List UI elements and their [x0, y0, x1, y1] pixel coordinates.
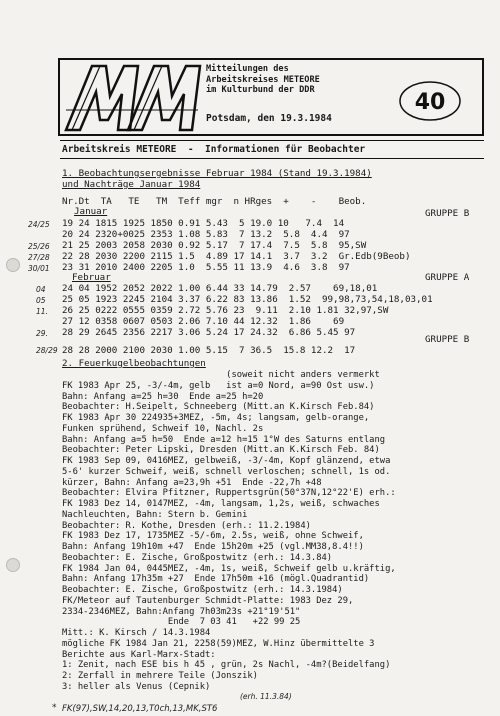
table-row: 20 24 2320+0025 2353 1.08 5.83 7 13.2 5.8 4.4 97	[62, 229, 350, 240]
table-row: 21 25 2003 2058 2030 0.92 5.17 7 17.4 7.5 5.8 95,SW	[62, 240, 367, 251]
table-row: 26 25 0222 0555 0359 2.72 5.76 23 9.11 2.10 1.81 32,97,SW	[62, 305, 389, 316]
svg-text:40: 40	[414, 90, 446, 115]
mm-logo	[62, 60, 202, 134]
table-january	[62, 218, 410, 273]
table-row: 28 29 2645 2356 2217 3.06 5.24 17 24.32 6.86 5.45 97	[62, 327, 356, 338]
section2-title: 2. Feuerkugelbeobachtungen	[62, 358, 206, 369]
label-gruppe-b-2: GRUPPE B	[425, 334, 470, 345]
section-bar: Arbeitskreis METEORE - Informationen für Beobachter	[62, 144, 366, 155]
table-row: 19 24 1815 1925 1850 0.91 5.43 5 19.0 10 7.4 14	[62, 218, 345, 229]
table-row: 23 31 2010 2400 2205 1.0 5.55 11 13.9 4.6 3.8 97	[62, 262, 350, 273]
label-gruppe-a: GRUPPE A	[425, 272, 470, 283]
label-februar: Februar	[72, 272, 111, 283]
column-header: Nr.Dt TA TE TM Teff mgr n HRges + - Beob.	[62, 196, 367, 207]
margin-notes-february: 04 05 11. 29.	[36, 285, 48, 338]
issue-number-badge	[398, 80, 462, 122]
received-date-note: (erh. 11.3.84)	[240, 692, 292, 701]
fireball-reports: (soweit nicht anders vermerkt FK 1983 Apr 25, -3/-4m, gelb ist a=0 Nord, a=90 Ost usw.) Bahn: Anfang a=25 h=30 Ende a=25 h=20 Beobachter: H.Seipelt, Schneeberg (Mitt.an K.Kirsch Feb.84) FK 1983 Apr 30 224935+3MEZ, -5m, 4s; langsam, gelb-orange, Funken sprühend, Schweif 10, Nachl. 2s Bahn: Anfang a=5 h=50 Ende a=12 h=15 1°W des Saturns entlang Beobachter: Peter Lipski, Dresden (Mitt.an K.Kirsch Feb. 84) FK 1983 Sep 09, 0416MEZ, gelbweiß, -3/-4m, Kopf glänzend, etwa 5-6' kurzer Schweif, weiß, schnell verloschen; schnell, 1s od. kürzer, Bahn: Anfang a=23,9h +51 Ende -22,7h +48 Beobachter: Elvira Pfitzner, Ruppertsgrün(50°37N,12°22'E) erh.: FK 1983 Dez 14, 0147MEZ, -4m, langsam, 1,2s, weiß, schwaches Nachleuchten, Bahn: Stern b. Gemini Beobachter: R. Kothe, Dresden (erh.: 11.2.1984) FK 1983 Dez 17, 1735MEZ -5/-6m, 2.5s, weiß, ohne Schweif, Bahn: Anfang 19h10m +47 Ende 15h20m +25 (vgl.MM38,8.4!!) Beobachter: E. Zische, Großpostwitz (erh.: 14.3.84) FK 1984 Jan 04, 0445MEZ, -4m, 1s, weiß, Schweif gelb u.kräftig, Bahn: Anfang 17h35m +27 Ende 17h50m +16 (mögl.Quadrantid) Beobachter: E. Zische, Großpostwitz (erh.: 14.3.1984) FK/Meteor auf Tautenburger Schmidt-Platte: 1983 Dez 29, 2334-2346MEZ, Bahn:Anfang 7h03m23s +21°19'51" Ende 7 03 41 +22 99 25 Mitt.: K. Kirsch / 14.3.1984 mögliche FK 1984 Jan 21, 2258(59)MEZ, W.Hinz übermittelte 3 Berichte aus Karl-Marx-Stadt: 1: Zenit, nach ESE bis h 45 , grün, 2s Nachl, -4m?(Beidelfang) 2: Zerfall in mehrere Teile (Jonszik) 3: heller als Venus (Cepnik)	[62, 370, 396, 692]
table-row: 27 12 0358 0607 0503 2.06 7.10 44 12.32 1.86 69	[62, 316, 345, 327]
rule	[60, 158, 484, 159]
table-row: 24 04 1952 2052 2022 1.00 6.44 33 14.79 2.57 69,18,01	[62, 283, 378, 294]
punch-hole	[6, 258, 20, 272]
header-title: Mitteilungen des Arbeitskreises METEORE im Kulturbund der DDR	[206, 64, 320, 96]
punch-hole	[6, 558, 20, 572]
table-row: 25 05 1923 2245 2104 3.37 6.22 83 13.86 1.52 99,98,73,54,18,03,01	[62, 294, 433, 305]
footer-handwritten-note: FK(97),SW,14,20,13,T0ch,13,MK,ST6	[62, 704, 218, 714]
label-januar: Januar	[74, 206, 108, 217]
margin-notes-january: 24/25 25/26 27/28 30/01	[28, 220, 50, 273]
label-gruppe-b: GRUPPE B	[425, 208, 470, 219]
table-row-b: 28 28 2000 2100 2030 1.00 5.15 7 36.5 15.8 12.2 17	[62, 345, 356, 356]
section1-title: 1. Beobachtungsergebnisse Februar 1984 (Stand 19.3.1984) und Nachträge Januar 1984	[62, 168, 372, 190]
margin-note-b: 28/29	[36, 346, 58, 355]
asterisk-mark: *	[52, 703, 57, 713]
table-row: 22 28 2030 2200 2115 1.5 4.89 17 14.1 3.7 3.2 Gr.Edb(9Beob)	[62, 251, 411, 262]
table-february	[62, 283, 433, 338]
rule	[60, 140, 484, 141]
header-date: Potsdam, den 19.3.1984	[206, 113, 332, 124]
